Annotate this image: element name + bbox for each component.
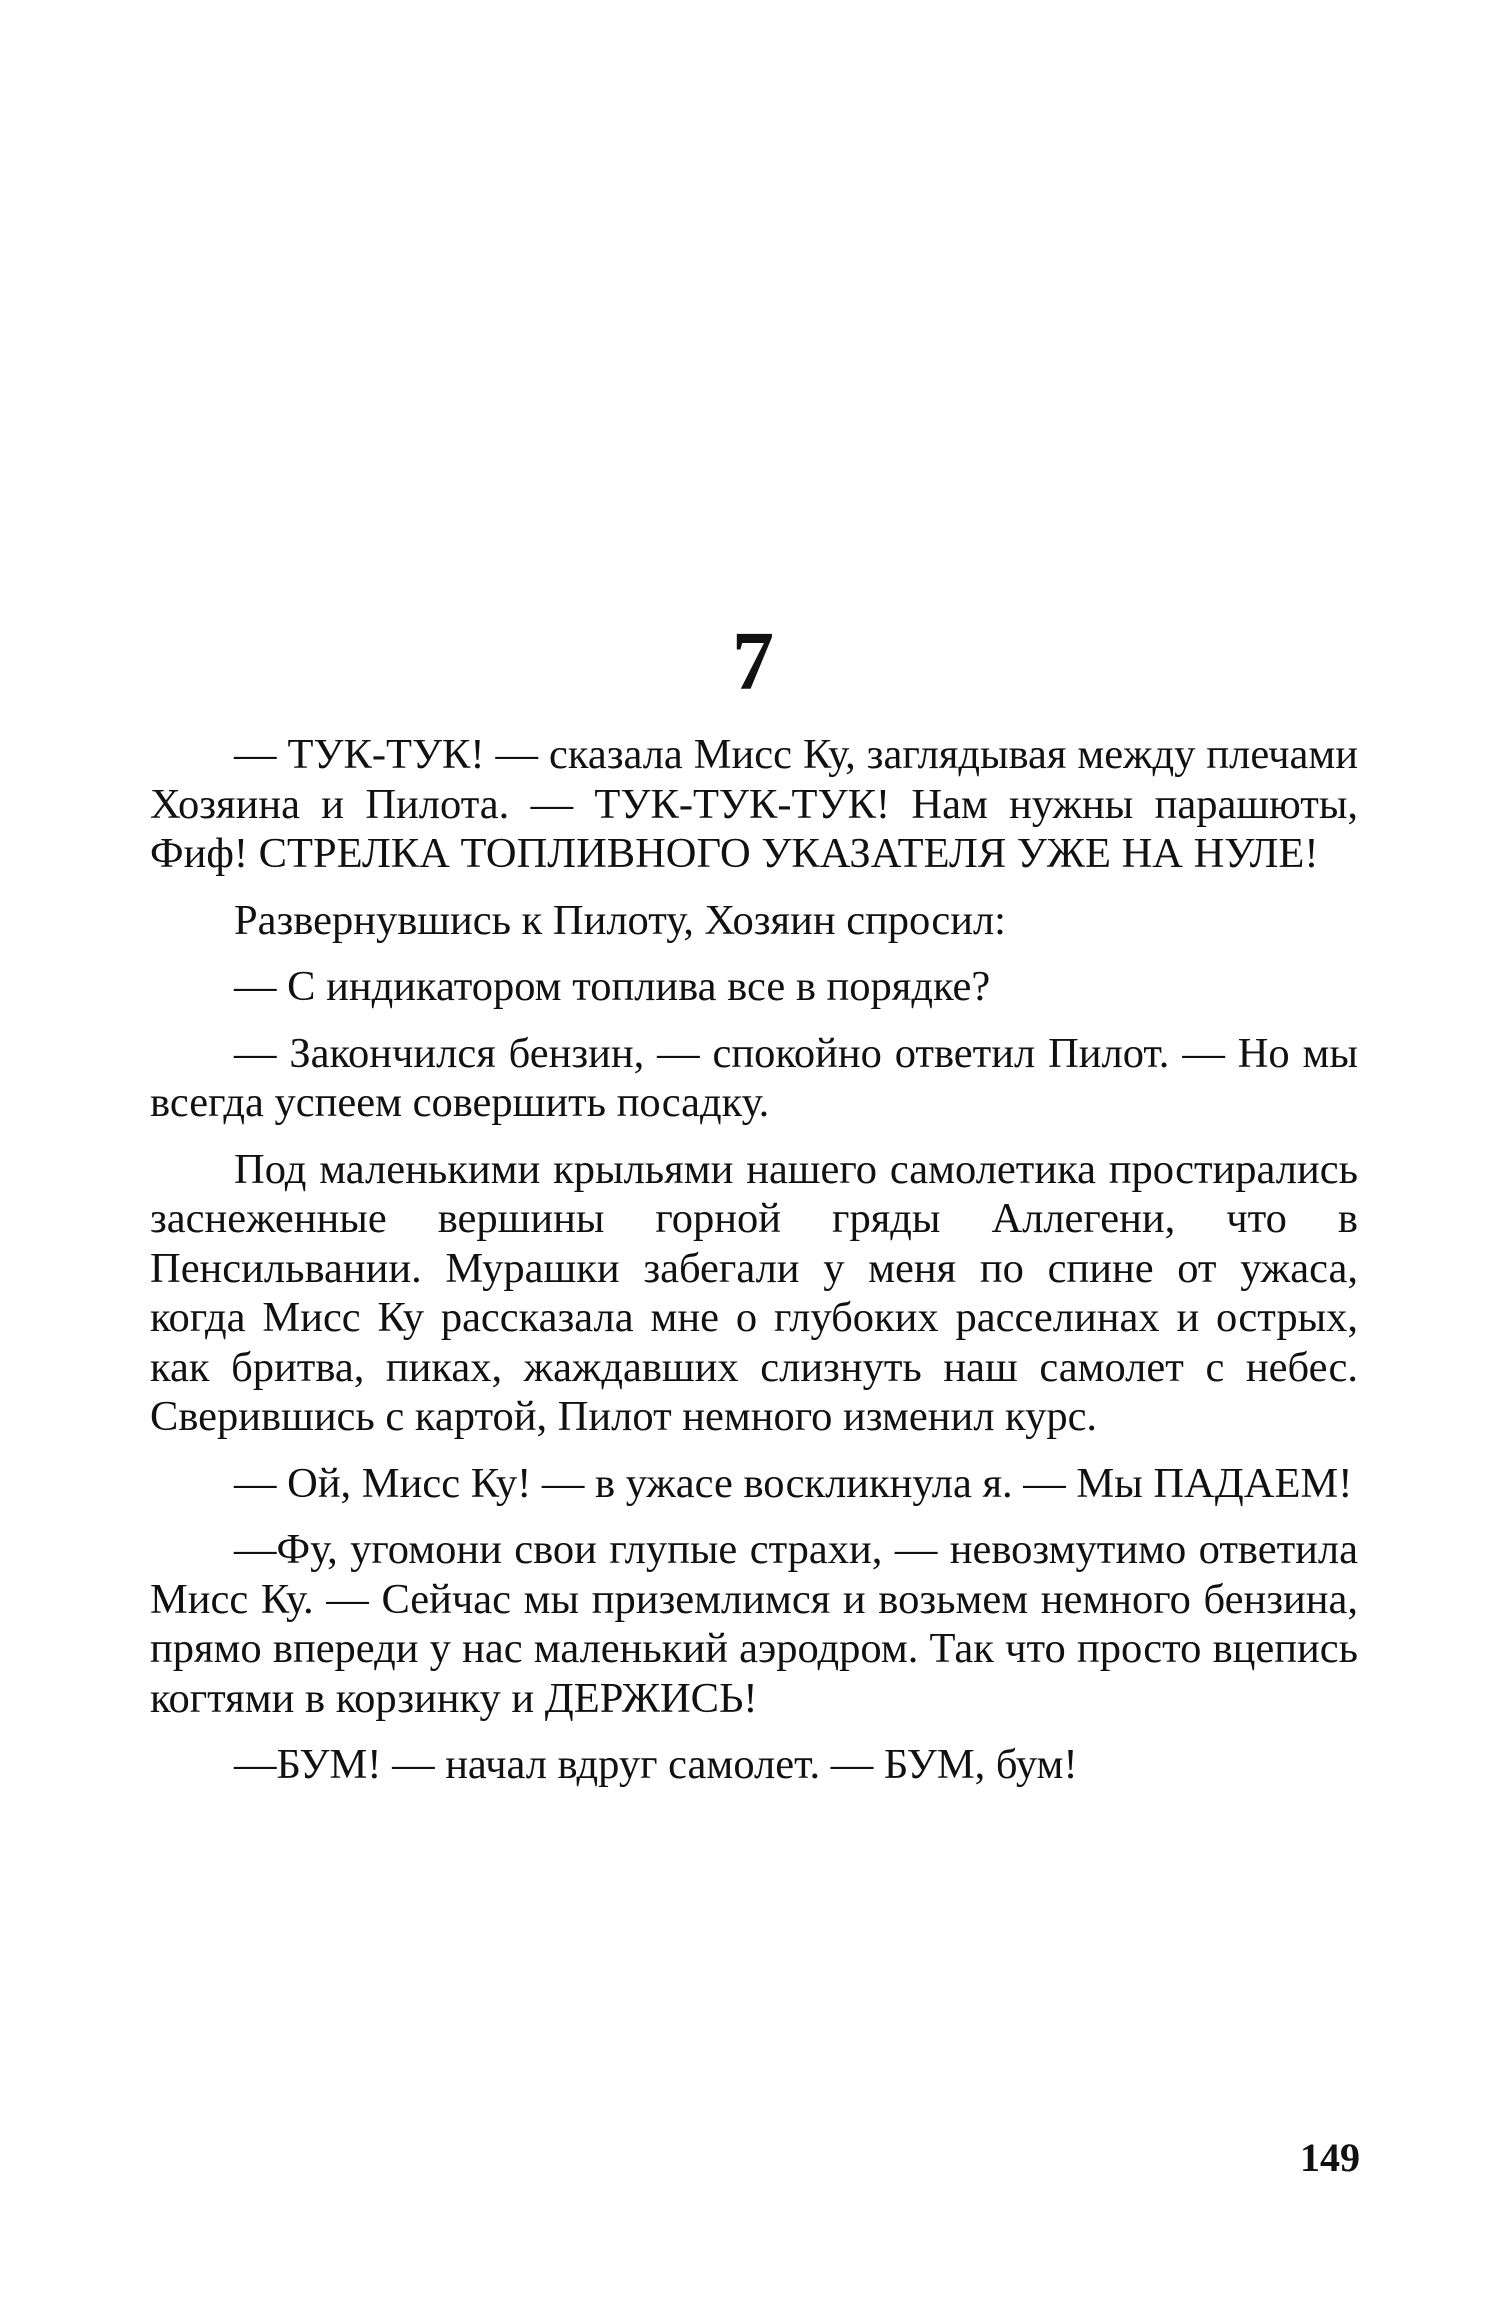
- paragraph: —БУМ! — начал вдруг самолет. — БУМ, бум!: [234, 1741, 1078, 1788]
- paragraph: Под маленькими крыльями нашего самолетика простирались заснеженные вершины горной гряды Аллегени, что в Пенсильвании. Мурашки забегали у меня по спине от ужаса, когда Мисс Ку рассказала мне о глубоких расселинах и острых, как бритва, пиках, жаждавших слизнуть наш самолет с небес. Сверившись с картой, Пилот немного изменил курс.: [150, 1145, 1358, 1440]
- paragraph: —Фу, угомони свои глупые страхи, — невозмутимо ответила Мисс Ку. — Сейчас мы приземлимся и возьмем немного бензина, прямо впереди у нас маленький аэродром. Так что просто вцепись когтями в корзинку и ДЕРЖИСЬ!: [150, 1526, 1358, 1722]
- paragraph: — Ой, Мисс Ку! — в ужасе воскликнула я. — Мы ПАДАЕМ!: [234, 1459, 1353, 1507]
- chapter-number: 7: [732, 615, 774, 708]
- paragraph: Развернувшись к Пилоту, Хозяин спросил:: [234, 896, 1006, 944]
- paragraph: — Закончился бензин, — спокойно ответил Пилот. — Но мы всегда успеем совершить посадку.: [150, 1029, 1358, 1126]
- paragraph: — С индикатором топлива все в порядке?: [234, 963, 991, 1010]
- page-number: 149: [1300, 2135, 1360, 2180]
- paragraph: — ТУК-ТУК! — сказала Мисс Ку, заглядывая между плечами Хозяина и Пилота. — ТУК-ТУК-ТУК! Нам нужны парашюты, Фиф! СТРЕЛКА ТОПЛИВНОГО УКАЗАТЕЛЯ УЖЕ НА НУЛЕ!: [150, 731, 1358, 877]
- chapter-body: [150, 730, 1358, 1807]
